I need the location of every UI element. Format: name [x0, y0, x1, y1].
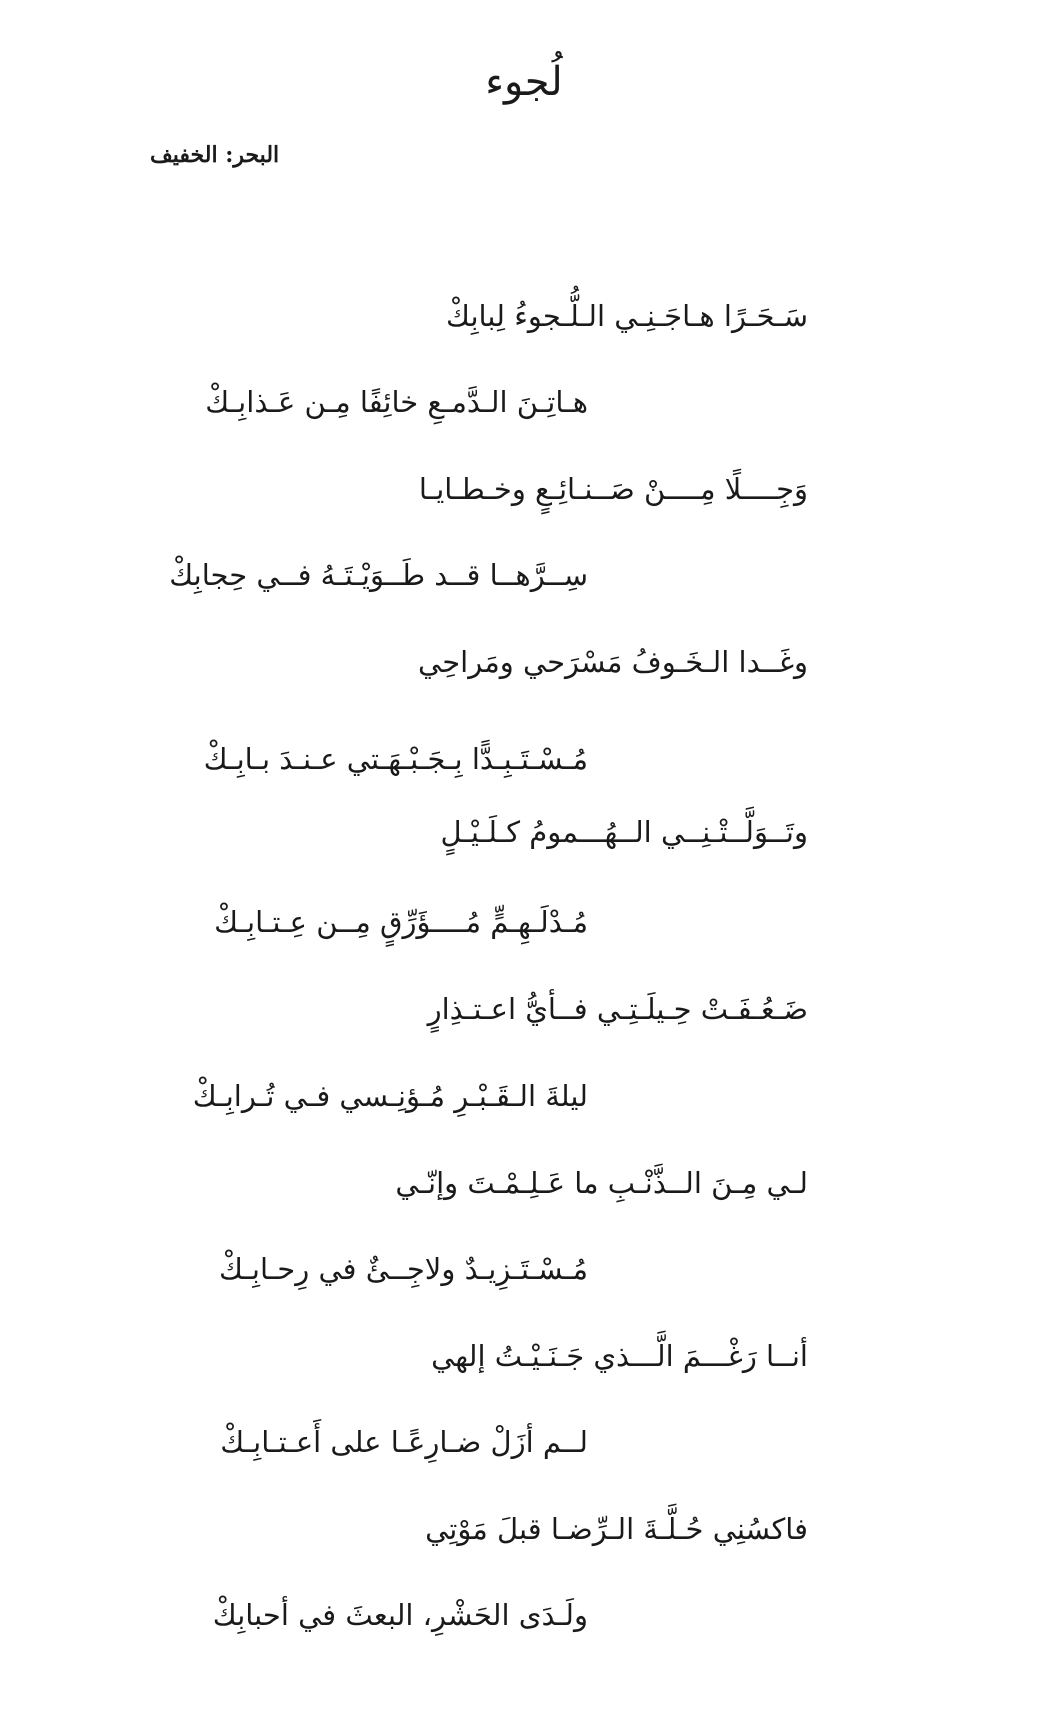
poem-line: هـاتِـنَ الـدَّمـعِ خائِفًا مِـن عَـذابِـكْ [205, 385, 588, 419]
poem-line: لــم أزَلْ ضـارِعًـا على أَعـتـابِـكْ [220, 1425, 588, 1459]
poem-line: مُـسْـتَـزِيـدٌ ولاجِــئٌ في رِحـابِـكْ [218, 1252, 588, 1286]
poem-line: مُـسْـتَـبِـدًّا بِـجَـبْـهَـتي عـنـدَ بـابِـكْ [203, 742, 588, 776]
poem-line: وغَــدا الـخَـوفُ مَسْرَحي ومَراحِي [418, 645, 808, 679]
poem-line: سَـحَـرًا هـاجَـنِـي الـلُّـجوءُ لِبابِكْ [446, 299, 808, 333]
poem-line: وَجِــــلًا مِــــنْ صَــنـائِـعٍ وخـطـايـا [418, 472, 808, 506]
poem-line: وتَــوَلَّــتْـنِــي الــهُـــمومُ كـلَـيْـلٍ [440, 815, 808, 849]
poem-line: مُـدْلَـهِـمٍّ مُــــؤَرِّقٍ مِــن عِـتـابِـكْ [214, 905, 588, 939]
poem-line: أنــا رَغْـــمَ الَّـــذي جَـنَـيْـتُ إلهي [431, 1339, 808, 1373]
poem-meter: البحر: الخفيف [150, 142, 280, 168]
poem-line: فاكسُنِي حُـلَّـةَ الـرِّضـا قبلَ مَوْتِي [425, 1512, 808, 1546]
poem-line: ضَـعُـفَـتْ حِـيلَـتِـي فــأيُّ اعـتـذِارٍ [427, 992, 808, 1026]
poem-line: سِــرَّهــا قــد طَــوَيْـتَـهُ فــي حِجابِكْ [169, 558, 588, 592]
poem-line: لـي مِـنَ الــذَّنْـبِ ما عَـلِـمْـتَ وإنّـي [395, 1166, 808, 1200]
poem-line: ولَـدَى الحَشْرِ، البعثَ في أحبابِكْ [212, 1598, 588, 1632]
poem-line: ليلةَ الـقَـبْـرِ مُـؤنِـسي فـي تُـرابِـكْ [192, 1079, 588, 1113]
poem-title: لُجوء [485, 59, 563, 105]
